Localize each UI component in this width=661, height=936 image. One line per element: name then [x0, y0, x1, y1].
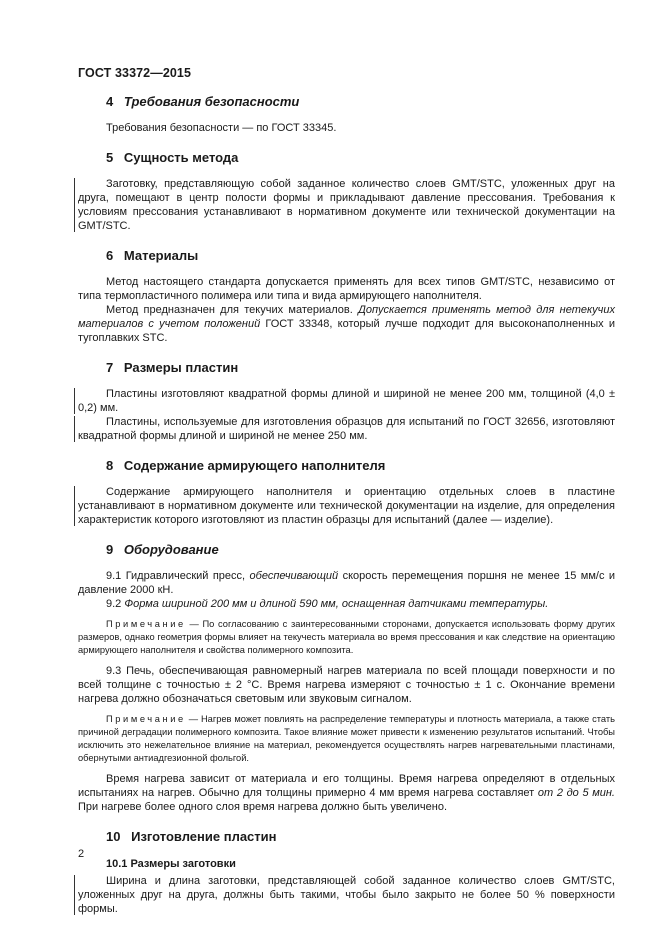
section-6-paragraph-1: Метод настоящего стандарта допускается применять для всех типов GMT/STC, независимо от типа термопластичного полимера или типа и вида армирующего наполнителя.: [78, 276, 615, 302]
section-6-heading: [78, 248, 615, 263]
section-number: 4: [106, 94, 114, 109]
text-run: Время нагрева зависит от материала и его толщины. Время нагрева определяют в отдельных испытаниях на нагрев. Обычно для толщины примерно 4 мм время нагрева составляет: [78, 773, 615, 799]
text-run: 9.2: [106, 598, 125, 610]
section-number: 5: [106, 150, 114, 165]
section-title: Изготовление пластин: [131, 829, 277, 844]
italic-text-run: Допускается применять метод для нетекучих материалов с учетом положений: [78, 304, 615, 330]
note-2: [78, 713, 615, 765]
section-title: Содержание армирующего наполнителя: [123, 458, 386, 473]
text-run: скорость перемещения поршня не менее 15 мм/с и давление 2000 кН.: [78, 570, 615, 596]
page-header: ГОСТ 33372—2015: [78, 66, 192, 80]
note-label: Примечание: [106, 714, 186, 724]
note-text: — По согласованию с заинтересованными сторонами, допускается использовать форму других размеров, однако геометрия формы влияет на текучесть материала во время прессования и как следствие на ориентацию армирующего наполнителя и свойства полимерного композита.: [78, 619, 615, 655]
text-run: 9.1 Гидравлический пресс,: [106, 570, 250, 582]
section-5-paragraph: Заготовку, представляющую собой заданное количество слоев GMT/STC, уложенных друг на друга, помещают в центр полости формы и прикладывают давление прессования. Требования к условиям прессования устанавливают в нормативном документе или технической документации на GMT/STC.: [78, 178, 615, 232]
page-number: 2: [78, 848, 85, 860]
text-run: ГОСТ 33348, который лучше подходит для высоконаполненных и тугоплавких STC.: [78, 318, 615, 344]
text-run: Метод предназначен для текучих материалов.: [106, 304, 359, 316]
section-number: 6: [106, 248, 114, 263]
section-5-heading: [78, 150, 615, 165]
italic-text-run: от 2 до 5 мин.: [537, 787, 615, 799]
section-title: Сущность метода: [123, 150, 239, 165]
text-run: При нагреве более одного слоя время нагрева должно быть увеличено.: [78, 801, 448, 813]
section-title: Размеры пластин: [123, 360, 239, 375]
subsection-10-1-heading: 10.1 Размеры заготовки: [106, 858, 236, 870]
section-9-1-paragraph: [78, 569, 615, 597]
note-1: [78, 618, 615, 657]
section-title: Материалы: [123, 248, 199, 263]
section-9-heating-paragraph: [78, 772, 615, 814]
section-9-2-paragraph: [78, 597, 615, 611]
section-10-heading: [78, 829, 615, 844]
section-4-heading: [78, 94, 615, 109]
section-number: 9: [106, 542, 114, 557]
italic-text-run: обеспечивающий: [249, 570, 339, 582]
note-text: — Нагрев может повлиять на распределение температуры и плотность материала, а также стать причиной деградации полимерного композита. Такое влияние может привести к изменению результатов испытаний. Чтобы исключить это нежелательное влияние на материал, рекомендуется осуществлять нагрев нагревательными пластинами, обернутыми антиадгезионной фольгой.: [78, 714, 615, 763]
section-9-heading: [78, 542, 615, 557]
section-number: 7: [106, 360, 114, 375]
note-label: Примечание: [106, 619, 186, 629]
section-6-paragraph-2: [78, 303, 615, 345]
section-title: Требования безопасности: [123, 94, 300, 109]
section-4-paragraph: Требования безопасности — по ГОСТ 33345.: [106, 122, 337, 134]
section-9-3-paragraph: 9.3 Печь, обеспечивающая равномерный нагрев материала по всей площади поверхности и по всей толщине с точностью ± 2 °С. Время нагрева измеряют с точностью ± 1 с. Окончание времени нагрева должно обозначаться световым или звуковым сигналом.: [78, 665, 615, 705]
italic-text-run: Форма шириной 200 мм и длиной 590 мм, оснащенная датчиками температуры.: [124, 598, 549, 610]
document-body: [78, 90, 615, 916]
section-7-paragraph-2: Пластины, используемые для изготовления образцов для испытаний по ГОСТ 32656, изготовляют квадратной формы длиной и шириной не менее 250 мм.: [78, 416, 615, 442]
section-8-paragraph: Содержание армирующего наполнителя и ориентацию отдельных слоев в пластине устанавливают в нормативном документе или технической документации на изделие, для определения характеристик которого изготовляют из пластин образцы для испытаний (далее — изделие).: [78, 486, 615, 526]
section-8-heading: [78, 458, 615, 473]
section-7-heading: [78, 360, 615, 375]
section-number: 10: [106, 829, 121, 844]
section-7-paragraph-1: Пластины изготовляют квадратной формы длиной и шириной не менее 200 мм, толщиной (4,0 ± 0,2) мм.: [78, 388, 615, 414]
section-title: Оборудование: [123, 542, 219, 557]
section-number: 8: [106, 458, 114, 473]
section-10-1-paragraph: Ширина и длина заготовки, представляющей собой заданное количество слоев GMT/STC, уложенных друг на друга, должны быть такими, чтобы было закрыто не более 50 % поверхности формы.: [78, 875, 615, 915]
